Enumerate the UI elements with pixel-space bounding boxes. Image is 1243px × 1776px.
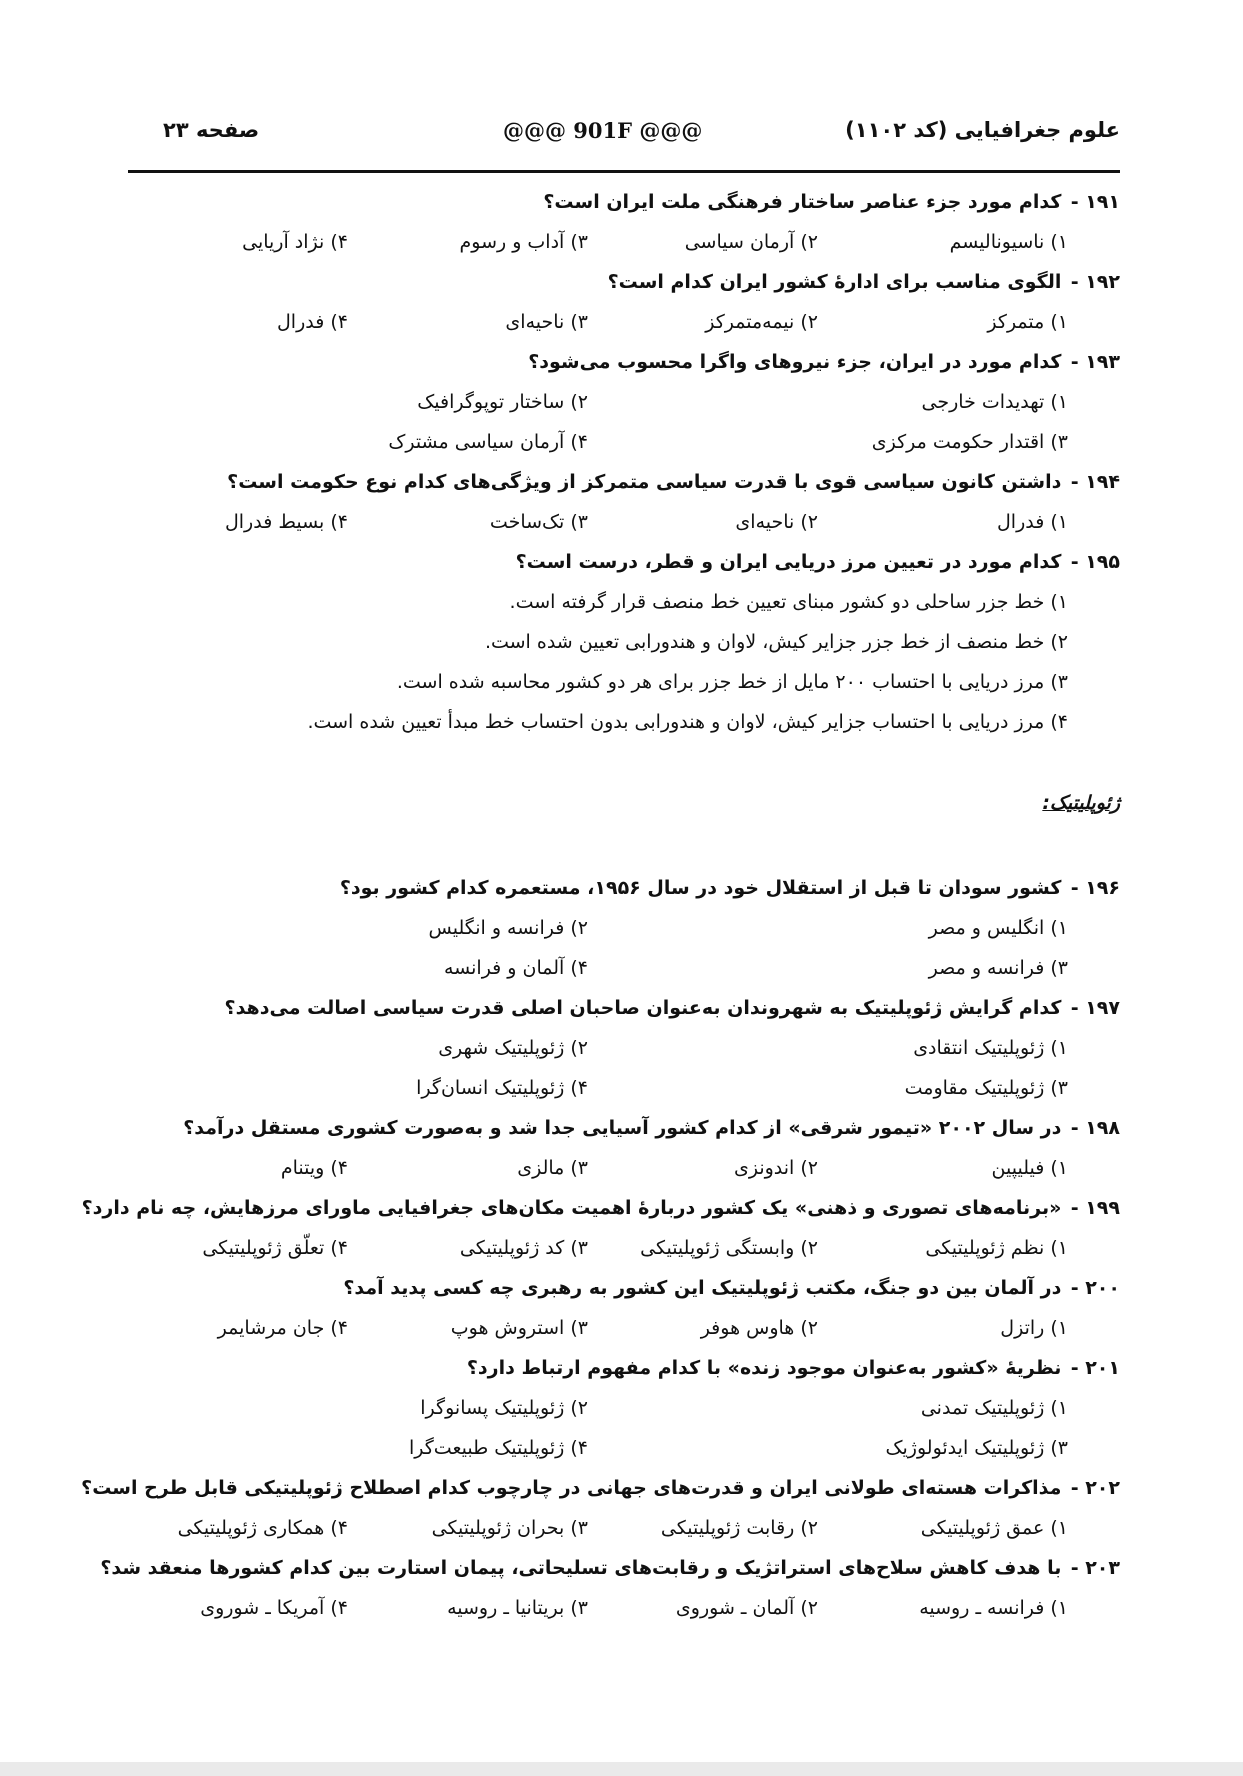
booklet-code: @@@ 901F @@@ [503,118,703,143]
option[interactable]: ۱) فرانسه ـ روسیه [919,1597,1068,1619]
option[interactable]: ۳) ژئوپلیتیک مقاومت [904,1077,1068,1099]
option[interactable]: ۳) تک‌ساخت [489,511,588,533]
option[interactable]: ۳) بریتانیا ـ روسیه [447,1597,588,1619]
option[interactable]: ۲) آرمان سیاسی [684,231,818,253]
question-group-b [81,868,1120,1628]
question-191: ۱۹۱ - کدام مورد جزء عناصر ساختار فرهنگی ملت ایران است؟ [128,182,1120,222]
option[interactable]: ۳) مالزی [517,1157,588,1179]
option[interactable]: ۱) ژئوپلیتیک تمدنی [920,1397,1068,1419]
exam-subject: علوم جغرافیایی (کد ۱۱۰۲) [845,118,1120,142]
option[interactable]: ۴) ژئوپلیتیک انسان‌گرا [416,1077,588,1099]
option[interactable]: ۲) نیمه‌متمرکز [705,311,818,333]
options-193-row2 [128,422,1120,462]
option[interactable]: ۳) آداب و رسوم [459,231,588,253]
options-201-row2 [128,1428,1120,1468]
option[interactable]: ۳) اقتدار حکومت مرکزی [871,431,1068,453]
question-201: ۲۰۱ - نظریهٔ «کشور به‌عنوان موجود زنده» با کدام مفهوم ارتباط دارد؟ [128,1348,1120,1388]
page-header [128,118,1120,158]
option[interactable]: ۱) فیلیپین [991,1157,1068,1179]
option[interactable]: ۴) آرمان سیاسی مشترک [388,431,588,453]
option[interactable]: ۳) کد ژئوپلیتیکی [459,1237,588,1259]
option[interactable]: ۴) آلمان و فرانسه [444,957,588,979]
options-196-row1 [128,908,1120,948]
question-200: ۲۰۰ - در آلمان بین دو جنگ، مکتب ژئوپلیتیک این کشور به رهبری چه کسی پدید آمد؟ [128,1268,1120,1308]
options-202 [128,1508,1120,1548]
option[interactable]: ۴) جان مرشایمر [217,1317,348,1339]
question-202: ۲۰۲ - مذاکرات هسته‌ای طولانی ایران و قدرت‌های جهانی در چارچوب کدام اصطلاح ژئوپلیتیکی قابل طرح است؟ [128,1468,1120,1508]
option[interactable]: ۳) ناحیه‌ای [505,311,588,333]
option[interactable]: ۳) فرانسه و مصر [928,957,1068,979]
option[interactable]: ۱) راتزل [1000,1317,1068,1339]
options-196-row2 [128,948,1120,988]
option[interactable]: ۱) ناسیونالیسم [949,231,1068,253]
option[interactable]: ۱) عمق ژئوپلیتیکی [920,1517,1068,1539]
option[interactable]: ۴) آمریکا ـ شوروی [200,1597,348,1619]
options-201-row1 [128,1388,1120,1428]
option[interactable]: ۳) بحران ژئوپلیتیکی [431,1517,588,1539]
option[interactable]: ۲) ژئوپلیتیک پسانوگرا [420,1397,588,1419]
question-195: ۱۹۵ - کدام مورد در تعیین مرز دریایی ایران و قطر، درست است؟ [128,542,1120,582]
option[interactable]: ۱) متمرکز [987,311,1068,333]
option[interactable]: ۲) ناحیه‌ای [735,511,818,533]
option[interactable]: ۱) خط جزر ساحلی دو کشور مبنای تعیین خط منصف قرار گرفته است. [509,591,1068,613]
option[interactable]: ۳) مرز دریایی با احتساب ۲۰۰ مایل از خط جزر برای هر دو کشور محاسبه شده است. [396,671,1068,693]
option[interactable]: ۴) تعلّق ژئوپلیتیکی [202,1237,348,1259]
option[interactable]: ۲) رقابت ژئوپلیتیکی [660,1517,818,1539]
option[interactable]: ۱) تهدیدات خارجی [921,391,1068,413]
options-197-row2 [128,1068,1120,1108]
option[interactable]: ۴) ویتنام [280,1157,348,1179]
option[interactable]: ۲) ساختار توپوگرافیک [417,391,588,413]
option[interactable]: ۴) بسیط فدرال [224,511,348,533]
question-193: ۱۹۳ - کدام مورد در ایران، جزء نیروهای واگرا محسوب می‌شود؟ [128,342,1120,382]
option[interactable]: ۲) خط منصف از خط جزر جزایر کیش، لاوان و هندورابی تعیین شده است. [484,631,1068,653]
option[interactable]: ۴) ژئوپلیتیک طبیعت‌گرا [409,1437,588,1459]
question-197: ۱۹۷ - کدام گرایش ژئوپلیتیک به شهروندان به‌عنوان صاحبان اصلی قدرت سیاسی اصالت می‌دهد؟ [128,988,1120,1028]
option[interactable]: ۴) مرز دریایی با احتساب جزایر کیش، لاوان و هندورابی بدون احتساب خط مبدأ تعیین شده است. [307,711,1068,733]
option[interactable]: ۱) فدرال [997,511,1068,533]
options-194 [128,502,1120,542]
option[interactable]: ۱) انگلیس و مصر [928,917,1068,939]
question-199: ۱۹۹ - «برنامه‌های تصوری و ذهنی» یک کشور دربارهٔ اهمیت مکان‌های جغرافیایی ماورای مرزهایش، چه نام دارد؟ [128,1188,1120,1228]
options-198 [128,1148,1120,1188]
options-193-row1 [128,382,1120,422]
page-number: صفحه ۲۳ [163,118,260,142]
question-group-a [128,182,1120,742]
option[interactable]: ۱) نظم ژئوپلیتیکی [925,1237,1068,1259]
page-bottom-edge [0,1762,1243,1776]
question-203: ۲۰۳ - با هدف کاهش سلاح‌های استراتژیک و رقابت‌های تسلیحاتی، پیمان استارت بین کدام کشورها منعقد شد؟ [128,1548,1120,1588]
options-191 [128,222,1120,262]
options-203 [128,1588,1120,1628]
option[interactable]: ۱) ژئوپلیتیک انتقادی [913,1037,1068,1059]
option[interactable]: ۲) هاوس هوفر [700,1317,818,1339]
option[interactable]: ۲) فرانسه و انگلیس [428,917,588,939]
options-192 [128,302,1120,342]
question-192: ۱۹۲ - الگوی مناسب برای ادارهٔ کشور ایران کدام است؟ [128,262,1120,302]
option[interactable]: ۲) ژئوپلیتیک شهری [438,1037,588,1059]
option[interactable]: ۲) آلمان ـ شوروی [675,1597,818,1619]
header-divider [128,170,1120,173]
question-198: ۱۹۸ - در سال ۲۰۰۲ «تیمور شرقی» از کدام کشور آسیایی جدا شد و به‌صورت کشوری مستقل درآمد؟ [128,1108,1120,1148]
option[interactable]: ۳) ژئوپلیتیک ایدئولوژیک [885,1437,1068,1459]
option[interactable]: ۲) اندونزی [733,1157,818,1179]
section-title: ژئوپلیتیک: [1042,792,1120,814]
option[interactable]: ۴) نژاد آریایی [242,231,348,253]
options-199 [128,1228,1120,1268]
option[interactable]: ۳) استروش هوپ [450,1317,588,1339]
question-196: ۱۹۶ - کشور سودان تا قبل از استقلال خود در سال ۱۹۵۶، مستعمره کدام کشور بود؟ [128,868,1120,908]
option[interactable]: ۴) همکاری ژئوپلیتیکی [177,1517,348,1539]
option[interactable]: ۲) وابستگی ژئوپلیتیکی [640,1237,818,1259]
option[interactable]: ۴) فدرال [277,311,348,333]
options-197-row1 [128,1028,1120,1068]
question-194: ۱۹۴ - داشتن کانون سیاسی قوی با قدرت سیاسی متمرکز از ویژگی‌های کدام نوع حکومت است؟ [128,462,1120,502]
options-200 [128,1308,1120,1348]
